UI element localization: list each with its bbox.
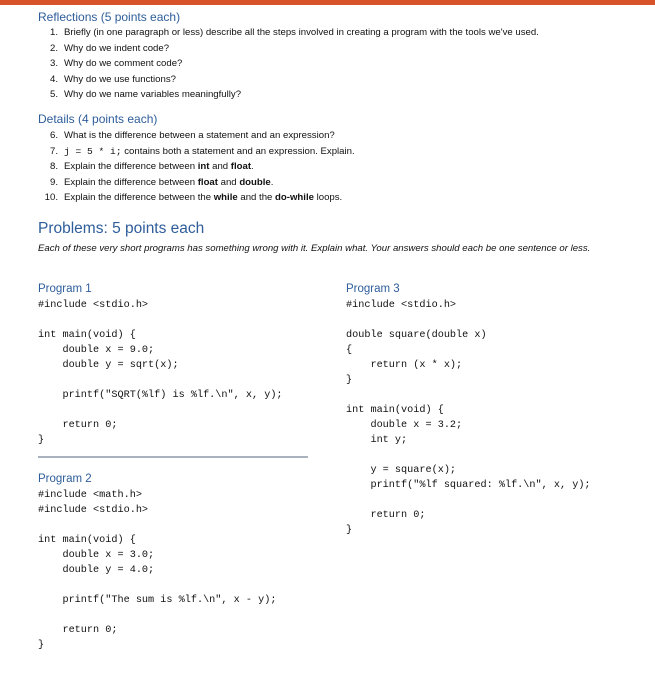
reflection-question-1: 1. Briefly (in one paragraph or less) describe all the steps involved in creating a program with the tools we've used. — [49, 27, 539, 38]
detail-question-6: 6. What is the difference between a statement and an expression? — [49, 130, 335, 141]
section-divider — [38, 456, 308, 458]
program-3-code: #include <stdio.h> double square(double x) { return (x * x); } int main(void) { double x = 3.2; int y; y = square(x); printf("%lf squared: %lf.\n", x, y); return 0; } — [346, 300, 591, 536]
problems-intro: Each of these very short programs has something wrong with it. Explain what. Your answers should each be one sentence or less. — [38, 243, 591, 254]
detail-question-9: 9. Explain the difference between float and double. — [49, 176, 274, 188]
detail-question-8: 8. Explain the difference between int and float. — [49, 161, 254, 172]
program-2-title: Program 2 — [38, 473, 92, 485]
problems-title: Problems: 5 points each — [38, 220, 205, 237]
reflections-title: Reflections (5 points each) — [38, 10, 181, 24]
program-1-code: #include <stdio.h> int main(void) { double x = 9.0; double y = sqrt(x); printf("SQRT(%lf) is %lf.\n", x, y); return 0; } — [38, 300, 283, 446]
detail-question-7: 7. j = 5 * i; contains both a statement and an expression. Explain. — [49, 145, 355, 157]
details-title: Details (4 points each) — [38, 112, 158, 126]
top-accent-bar — [0, 0, 655, 5]
program-3-title: Program 3 — [346, 283, 400, 295]
detail-question-10: 10. Explain the difference between the while and the do-while loops. — [44, 192, 343, 203]
reflection-question-2: 2. Why do we indent code? — [49, 42, 170, 54]
reflection-question-3: 3. Why do we comment code? — [49, 58, 183, 69]
inline-code: j = 5 * i; — [64, 145, 122, 157]
program-1-title: Program 1 — [38, 283, 92, 295]
program-2-code: #include <math.h> #include <stdio.h> int main(void) { double x = 3.0; double y = 4.0; printf("The sum is %lf.\n", x - y); return 0; } — [38, 490, 277, 651]
reflection-question-5: 5. Why do we name variables meaningfully? — [49, 89, 242, 100]
reflection-question-4: 4. Why do we use functions? — [49, 73, 176, 85]
